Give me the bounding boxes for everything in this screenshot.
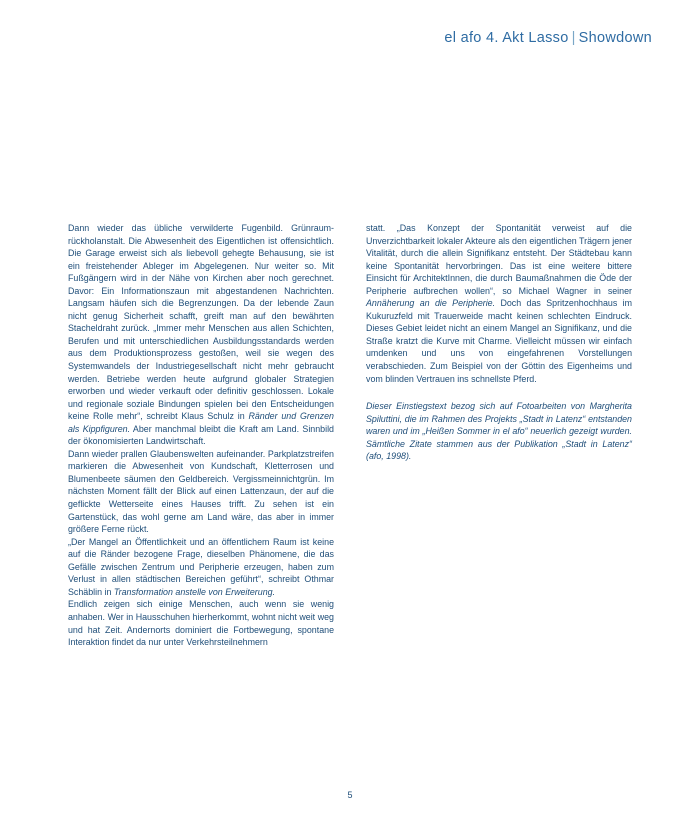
paragraph [366, 222, 632, 385]
right-column [366, 222, 632, 649]
book-title-italic: Ränder und Grenzen als Kippfiguren. [68, 411, 334, 434]
book-title-italic: Annäherung an die Peripherie. [366, 298, 496, 309]
header-separator: | [571, 30, 576, 46]
page-number: 5 [347, 790, 353, 800]
paragraph-text: statt. „Das Konzept der Spontanität verweist auf die Unverzichtbarkeit lokaler Akteure als den eigentlichen Trägern jener Vitalität, durch die allein Signifikanz entsteht. Der Städtebau kann keine Spontanität hervorbringen. Das ist eine weitere bittere Einsicht für ArchitektInnen, die durch Baumaßnahmen die Öde der Peripherie aufbrechen wollen“, so Michael Wagner in seiner [366, 223, 632, 296]
paragraph-text: „Der Mangel an Öffentlichkeit und an öffentlichem Raum ist keine auf die Ränder bezogene Frage, dieselben Phänomene, die das Gefälle zwischen Zentrum und Peripherie erzeugen, haben zum Verlust in allen städtischen Bereichen geführt“, schreibt Othmar Schäblin in [68, 536, 334, 597]
paragraph-text-continued: Doch das Spritzenhochhaus im Kukuruzfeld mit Trauerweide macht keinen schlechten Eindruck. Dieses Gebiet leidet nicht an einem Mangel an Signifikanz, und die Straße kratzt die Kurve mit Charme. Vielleicht müssen wir einfach umdenken und uns von eingefahrenen Vorstellungen verabschieden. Zum Beispiel von der Göttin des Eigenheims und vom blinden Vertrauen ins schnellste Pferd. [366, 298, 632, 384]
page-header [0, 30, 652, 46]
paragraph [68, 536, 334, 599]
paragraph [68, 222, 334, 448]
editorial-note: Dieser Einstiegstext bezog sich auf Fotoarbeiten von Margherita Spiluttini, die im Rahmen des Projekts „Stadt in Latenz“ entstanden waren und im „Heißen Sommer in el afo“ neuerlich gezeigt wurden. Sämtliche Zitate stammen aus der Publikation „Stadt in Latenz“ (afo, 1998). [366, 401, 632, 462]
body-columns [68, 222, 632, 649]
paragraph-text: Dann wieder das übliche verwilderte Fugenbild. Grünraum-rückholanstalt. Die Abwesenheit des Eigentlichen ist offensichtlich. Die Garage erweist sich als liebevoll gehegte Behausung, sie ist ein freistehender Ableger im Abgelegenen. Nur weiter so. Mit Fußgängern wird in der Nähe von Kirchen aber noch gerechnet. Davor: Ein Informationszaun mit abgestandenen Nachrichten. Langsam häufen sich die Begrenzungen. Da der lebende Zaun nicht genug Sicherheit schafft, greift man auf den bewährten Stacheldraht zurück. „Immer mehr Menschen aus allen Schichten, Berufen und mit unterschiedlichen Ausbildungsstandards werden aus dem Produktionsprozess gestoßen, weil sie wegen des Systemwandels der Industriegesellschaft nicht mehr gebraucht werden. Betriebe werden heute aufgrund globaler Strategien erworben und wieder verkauft oder definitiv geschlossen. Lokale und regionale soziale Bindungen spielen bei den Entscheidungen keine Rolle mehr“, schreibt Klaus Schulz in [68, 223, 334, 422]
left-column [68, 222, 334, 649]
paragraph-text-continued: Aber manchmal bleibt die Kraft am Land. Sinnbild der ökonomisierten Landwirtschaft. [68, 423, 334, 447]
paragraph: Endlich zeigen sich einige Menschen, auch wenn sie wenig anhaben. Wer in Hausschuhen hierherkommt, wohnt nicht weit weg und hat Zeit. Andernorts dominiert die Fortbewegung, spontane Interaktion findet da nur unter Verkehrsteilnehmern [68, 599, 334, 648]
paragraph: Dann wieder prallen Glaubenswelten aufeinander. Parkplatzstreifen markieren die Abwesenheit von Kundschaft, Kletterrosen und Blumenbeete säumen den Geldbereich. Vergissmeinnichtgrün. Im nächsten Moment fällt der Blick auf einen Lattenzaun, der auf die geflickte Wetterseite eines Hauses trifft. Zu sehen ist ein Gartenstück, das wohl gerne am Land wäre, das aber in immer größere Ferne rückt. [68, 448, 334, 535]
header-title-left: el afo 4. Akt Lasso [444, 30, 569, 46]
book-title-italic: Transformation anstelle von Erweiterung. [113, 586, 276, 597]
header-title-right: Showdown [578, 30, 652, 46]
